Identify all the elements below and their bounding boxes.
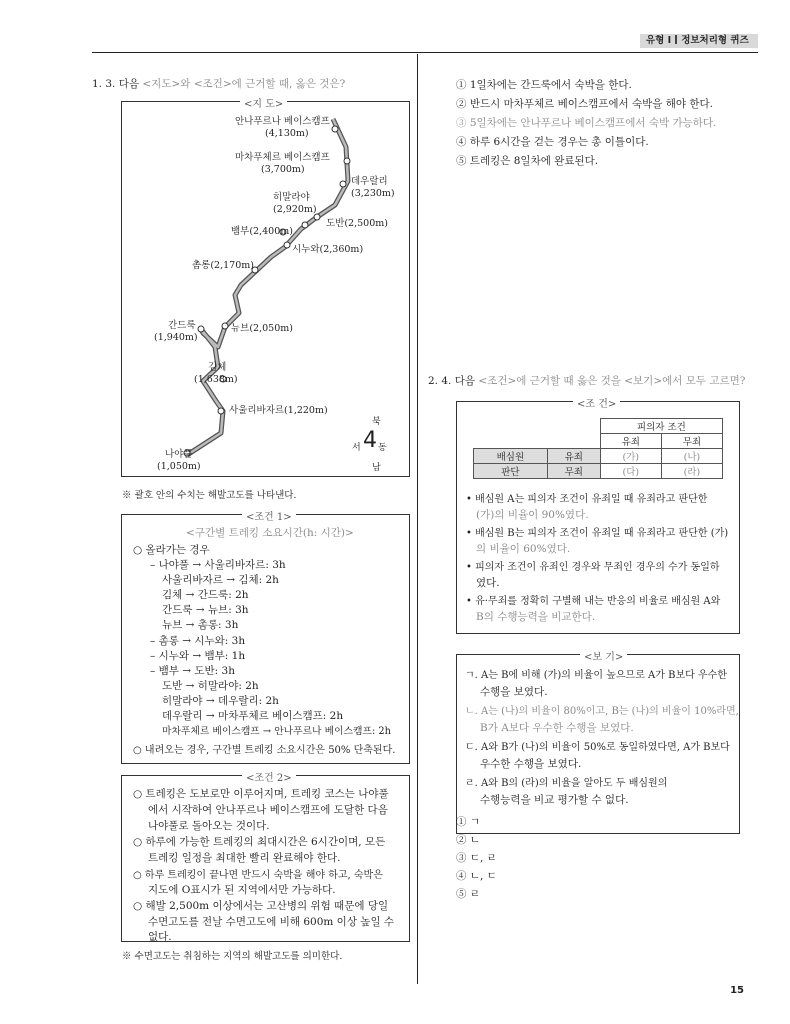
stop-deurali bbox=[340, 181, 346, 187]
q4-choice-4: ④ ㄴ, ㄷ bbox=[456, 870, 497, 882]
table-row-juror: 배심원 bbox=[474, 449, 548, 464]
q4-cond-line: • 피의자 조건이 유죄인 경우와 무죄인 경우의 수가 동일하 bbox=[466, 562, 720, 573]
q4-cond-line: 의 비율이 60%였다. bbox=[476, 543, 571, 555]
cond2-line: 나야풀로 돌아오는 것이다. bbox=[148, 820, 270, 832]
header-divider bbox=[675, 35, 677, 44]
cond1-line: – 뱀부 → 도반: 3h bbox=[150, 665, 235, 677]
map-label-deurali: 데우랄리 (3,230m) bbox=[351, 176, 395, 199]
map-label-nyub: 뉴브(2,050m) bbox=[231, 323, 293, 334]
cond2-line: ○ 하루에 가능한 트레킹의 최대시간은 6시간이며, 모든 bbox=[133, 836, 386, 848]
q4-choice-2: ② ㄴ bbox=[456, 834, 480, 846]
cond1-line: 사울리바자르 → 김체: 2h bbox=[162, 574, 279, 586]
q4-bogi-label: <보 기> bbox=[580, 648, 627, 663]
cond1-line: ○ 내려오는 경우, 구간별 트레킹 소요시간은 50% 단축된다. bbox=[133, 745, 396, 756]
condition2-label: <조건 2> bbox=[242, 769, 296, 784]
map-label-himalaya: 히말라야 (2,920m) bbox=[273, 192, 317, 215]
map-label-nayapul: 나야풀 (1,050m) bbox=[157, 449, 201, 472]
cond1-line: 도반 → 히말라야: 2h bbox=[162, 680, 259, 692]
q3-number: 3. bbox=[105, 78, 116, 90]
cond1-line: 데우랄리 → 마차푸체르 베이스캠프: 2h bbox=[162, 710, 344, 722]
q4-choice-5: ⑤ ㄹ bbox=[456, 888, 480, 900]
q3-choice-3: ③ 5일차에는 안나푸르나 베이스캠프에서 숙박 가능하다. bbox=[456, 117, 717, 129]
table-col-guilty: 유죄 bbox=[600, 434, 661, 449]
stop-mbc bbox=[344, 158, 350, 164]
table-cell-na: (나) bbox=[661, 449, 722, 464]
map-box-label: <지 도> bbox=[240, 95, 287, 110]
table-cell-ra: (라) bbox=[661, 464, 722, 479]
table-col-innocent: 무죄 bbox=[661, 434, 722, 449]
q4-cond-line: 였다. bbox=[476, 577, 500, 589]
q4-cond-line: • 배심원 A는 피의자 조건이 유죄일 때 유죄라고 판단한 bbox=[466, 494, 708, 505]
cond2-line: 에서 시작하여 안나푸르나 베이스캠프에 도달한 다음 bbox=[148, 804, 388, 816]
table-row-innocent: 무죄 bbox=[547, 464, 600, 479]
table-row-guilty: 유죄 bbox=[547, 449, 600, 464]
cond1-line: 김체 → 간드룩: 2h bbox=[162, 589, 249, 601]
map-label-abc: 안나푸르나 베이스캠프 (4,130m) bbox=[235, 116, 330, 139]
q4-cond-line: • 유·무죄를 정확히 구별해 내는 반응의 비율로 배심원 A와 bbox=[466, 596, 721, 607]
map-label-bamboo: 뱀부(2,400m) bbox=[231, 226, 293, 237]
q4-bogi-line: ㄷ. A와 B가 (나)의 비율이 50%로 동일하였다면, A가 B보다 bbox=[465, 742, 730, 753]
q4-cond-line: (가)의 비율이 90%였다. bbox=[476, 509, 589, 521]
jury-table bbox=[473, 418, 723, 479]
cond1-line: – 시누와 → 뱀부: 1h bbox=[150, 650, 246, 662]
table-cell-da: (다) bbox=[600, 464, 661, 479]
header-tag: 유형 I bbox=[646, 35, 672, 46]
cond1-line: 마차푸체르 베이스캠프 → 안나푸르나 베이스캠프: 2h bbox=[162, 726, 391, 737]
q4-bogi-line: B가 A보다 우수한 수행을 보였다. bbox=[480, 722, 634, 734]
q3-choice-2: ② 반드시 마차푸체르 베이스캠프에서 숙박을 해야 한다. bbox=[456, 98, 714, 110]
cond2-line: 없다. bbox=[148, 931, 172, 943]
compass-arrow-icon: 4 bbox=[363, 428, 377, 453]
map-label-ghandruk: 간드룩 (1,940m) bbox=[154, 320, 198, 343]
q4-choice-3: ③ ㄷ, ㄹ bbox=[456, 852, 497, 864]
q3-number-prefix: 1. bbox=[92, 78, 106, 90]
q3-prefix: 다음 bbox=[118, 78, 140, 90]
stop-sinuwa bbox=[284, 242, 290, 248]
condition1-label: <조건 1> bbox=[242, 508, 296, 523]
q4-bogi-line: ㄹ. A와 B의 (라)의 비율을 알아도 두 배심원의 bbox=[465, 778, 668, 789]
cond1-line: 간드룩 → 뉴브: 3h bbox=[162, 604, 249, 616]
q3-choice-4: ④ 하루 6시간을 걷는 경우는 총 이틀이다. bbox=[456, 136, 649, 148]
q3-title bbox=[92, 76, 345, 91]
q4-cond-line: • 배심원 B는 피의자 조건이 유죄일 때 유죄라고 판단한 (가) bbox=[466, 528, 729, 539]
cond2-line: 트레킹 일정을 최대한 빨리 완료해야 한다. bbox=[148, 852, 341, 864]
condition2-note: ※ 수면고도는 취침하는 지역의 해발고도를 의미한다. bbox=[122, 951, 343, 962]
stop-nyub bbox=[222, 323, 228, 329]
cond2-line: ○ 트레킹은 도보로만 이루어지며, 트레킹 코스는 나야풀 bbox=[133, 788, 389, 800]
header-title: 정보처리형 퀴즈 bbox=[681, 35, 749, 46]
page-number: 15 bbox=[730, 985, 744, 996]
map-label-chhomrong: 촘롱(2,170m) bbox=[192, 260, 254, 271]
condition1-subtitle: <구간별 트레킹 소요시간(h: 시간)> bbox=[186, 527, 354, 539]
compass-west: 서 bbox=[352, 443, 361, 453]
q4-condition-label: <조 건> bbox=[573, 395, 620, 410]
q4-number: 4. bbox=[441, 375, 452, 387]
stop-ghandruk bbox=[198, 326, 204, 332]
top-rule bbox=[92, 52, 758, 53]
q4-prefix: 다음 bbox=[454, 375, 476, 387]
q3-choice-5: ⑤ 트레킹은 8일차에 완료된다. bbox=[456, 155, 599, 167]
q4-number-prefix: 2. bbox=[428, 375, 442, 387]
q4-bogi-line: 우수한 수행을 보였다. bbox=[480, 758, 582, 770]
stop-doban bbox=[302, 222, 308, 228]
table-header-top: 피의자 조건 bbox=[600, 419, 722, 434]
q4-title-text: <조건>에 근거할 때 옳은 것을 <보기>에서 모두 고르면? bbox=[478, 375, 746, 387]
q4-bogi-line: 수행을 보였다. bbox=[480, 686, 548, 698]
cond1-line: – 나야풀 → 사울리바자르: 3h bbox=[150, 559, 286, 571]
map-label-kimche: 김체 (1,638m) bbox=[194, 362, 238, 385]
cond2-line: ○ 하루 트레킹이 끝나면 반드시 숙박을 해야 하고, 숙박은 bbox=[133, 870, 383, 881]
cond2-line: 수면고도를 전날 수면고도에 비해 600m 이상 높일 수 bbox=[148, 916, 395, 928]
q4-bogi-line: ㄴ. A는 (나)의 비율이 80%이고, B는 (나)의 비율이 10%라면, bbox=[465, 706, 739, 717]
q4-choice-1: ① ㄱ bbox=[456, 816, 480, 828]
table-row-judgment: 판단 bbox=[474, 464, 548, 479]
compass-south: 남 bbox=[372, 463, 381, 473]
map-label-sinuwa: 시누와(2,360m) bbox=[292, 244, 364, 255]
q4-bogi-line: 수행능력을 비교 평가할 수 없다. bbox=[480, 794, 629, 806]
column-divider bbox=[417, 54, 418, 984]
cond1-line: ○ 올라가는 경우 bbox=[133, 544, 210, 556]
compass-north: 북 bbox=[372, 417, 381, 427]
cond1-line: – 촘롱 → 시누와: 3h bbox=[150, 635, 246, 647]
q3-choice-1: ① 1일차에는 간드룩에서 숙박을 한다. bbox=[456, 79, 632, 91]
stop-abc bbox=[332, 126, 338, 132]
q4-title bbox=[428, 373, 745, 388]
map-note: ※ 괄호 안의 수치는 해발고도를 나타낸다. bbox=[122, 490, 297, 501]
cond2-line: ○ 해발 2,500m 이상에서는 고산병의 위험 때문에 당일 bbox=[133, 900, 389, 912]
table-corner bbox=[474, 419, 601, 449]
map-label-doban: 도반(2,500m) bbox=[326, 218, 388, 229]
cond1-line: 뉴브 → 촘롱: 3h bbox=[162, 619, 239, 631]
stop-saulibazar bbox=[218, 408, 224, 414]
compass-east: 동 bbox=[378, 443, 387, 453]
section-header bbox=[640, 34, 758, 48]
cond2-line: 지도에 O표시가 된 지역에서만 가능하다. bbox=[148, 884, 336, 896]
q4-bogi-line: ㄱ. A는 B에 비해 (가)의 비율이 높으므로 A가 B보다 우수한 bbox=[465, 670, 727, 681]
q3-title-text: <지도>와 <조건>에 근거할 때, 옳은 것은? bbox=[142, 78, 346, 90]
q4-cond-line: B의 수행능력을 비교한다. bbox=[476, 611, 596, 623]
table-cell-ga: (가) bbox=[600, 449, 661, 464]
cond1-line: 히말라야 → 데우랄리: 2h bbox=[162, 695, 279, 707]
map-label-saulibazar: 사울리바자르(1,220m) bbox=[229, 405, 328, 416]
map-label-mbc: 마차푸체르 베이스캠프 (3,700m) bbox=[235, 152, 330, 175]
